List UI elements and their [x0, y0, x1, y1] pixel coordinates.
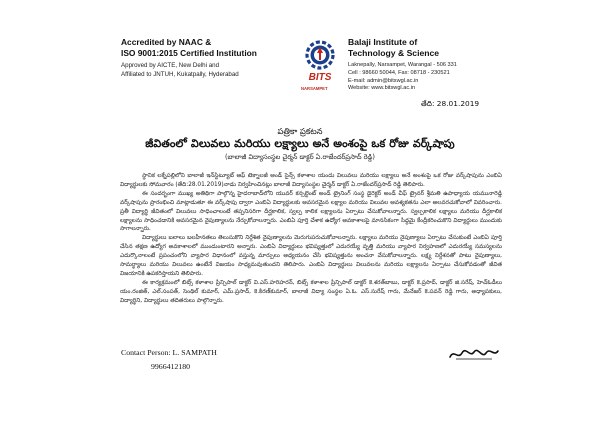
press-note-label: పత్రికా ప్రకటన: [277, 126, 323, 136]
body-paragraph: స్థానిక లక్నేపల్లిలోని బాలాజీ ఇన్‌స్టిట్యూట్ ఆఫ్ టెక్నాలజీ అండ్ సైన్స్ కళాశాల యందు విలువలు మరియు లక్ష్యాలు అనే అంశంపై ఒక రోజు వర్క్‌షాపును ఎంబిఏ విద్యార్థులకు సోమవారం (తేది:28.01.2019)నాడు నిర్వహించినట్లు బాలాజీ విద్యాసంస్థల చైర్మన్ డాక్టర్ ఏ.రాజేందర్‌ప్రసాద్ రెడ్డి తెలిపారు.: [120, 173, 502, 188]
press-release-body: [120, 172, 502, 306]
institute-phone: Cell : 98660 50044, Fax: 08718 - 230521: [348, 69, 450, 76]
institute-name-line1: Balaji Institute of: [348, 37, 418, 47]
institute-name-line2: Technology & Science: [348, 48, 440, 58]
institute-website: Website: www.bitswgl.ac.in: [348, 85, 416, 92]
accreditation-line: Accredited by NAAC &: [121, 37, 212, 47]
release-date: తేది: 28.01.2019: [421, 99, 480, 108]
press-release-subtitle: (బాలాజీ విద్యాసంస్థల చైర్మన్ డాక్టర్ ఏ.రాజేందర్‌ప్రసాద్ రెడ్డి): [224, 153, 376, 161]
logo-wordmark: BITS: [308, 72, 332, 83]
body-paragraph: విద్యార్థులు బలాలు బలహీనతలు తెలుసుకొని నిర్దేశిత నైపుణ్యాలను మెరుగుపరుచుకోవాలన్నారు. లక్ష్యాలు మరియు నైపుణ్యాలు ఏర్పాటు చేసుకుంటే ఎంబిఏ పూర్తి చేసిన తక్షణ ఉద్యోగ అవకాశాలలో ముందుంటారని అన్నారు. ఎంబిఏ విద్యార్థులు భవిష్యత్తులో ఎదురయ్యే వృత్తి మరియు వ్యాపార నిర్వహణలో ఎదురయ్యే సమస్యలను ఎదుర్కొనాలంటే ప్రపంచంలోని వ్యాపార విధానంలో వస్తున్న మార్పులు అధ్యయనం చేసి భవిష్యత్తును అంచనా వేసుకోవాలన్నారు. లక్ష్య నిర్దేశనతో పాటు నైపుణ్యాలు, సామర్థ్యాలు మరియు విలువలు ఉంటేనే విజయం సాధ్యమవుతుందని తెలిపారు. ఎంబిఏ విద్యార్థులు విలువలను మరియు లక్ష్యాలను ఏర్పాటు చేసుకోవడంతో జీవిత విజయానికి ఉపకరిస్తాయని తెలిపారు.: [120, 235, 502, 277]
body-paragraph: ఈ సందర్భంగా ముఖ్య అతిథిగా పాల్గొన్న హైదరాబాద్‌లోని యువర్ కన్సల్టెంట్ అండ్ ట్రైనింగ్ సంస్థ డైరెక్టర్ అండ్ చీఫ్ ట్రైనర్ శ్రీమతి ఉపాధ్యాయ యమునారెడ్డి వర్క్‌షాపును ప్రారంభించి మాట్లాడుతూ ఈ వర్క్‌షాపు ద్వారా ఎంబిఏ విద్యార్థులకు అవసరమైన లక్ష్యాల మరియు విలువల అవశ్యకతను ఎలా అలవరచుకోవాలో వివరించారు. ప్రతీ విద్యార్థి జీవితంలో విలువలు సాధించాలంటే తప్పనిసరిగా దీర్ఘకాలిక, స్వల్ప కాలిక లక్ష్యాలను ఏర్పాటు చేసుకోవాలన్నారు. స్వల్పకాలిక లక్ష్యాలు మరియు దీర్ఘకాలిక లక్ష్యాలను సాధించడానికి అవసరమైన నైపుణ్యాలను నేర్చుకోవాలన్నారు. ఎంబిఏ పూర్తి చేశాక ఉద్యోగ అవకాశాలపై మానసికంగా సిద్ధమై కేంద్రీకరించుకొని విద్యార్థులు ముందుకు సాగాలన్నారు.: [120, 190, 502, 233]
certification-line: ISO 9001:2015 Certified Institution: [121, 48, 257, 58]
contact-person: Contact Person: L. SAMPATH: [121, 348, 217, 357]
institute-email: E-mail: admin@bitswgl.ac.in: [348, 77, 419, 84]
body-paragraph: ఈ కార్యక్రమంలో బిట్స్ కళాశాల ప్రిన్సిపాల్ డాక్టర్ వి.ఎస్.హరిహరన్, బిట్స్ కళాశాల ప్రిన్సిపాల్ డాక్టర్ కె.శరత్‌బాబు, డాక్టర్ కె.ప్రసాద్, డాక్టర్ జి.సరేష్, హెచ్‌ఓడీ‌లు యం.రంజిత్, ఎల్.సంపత్, సెంథిల్ కుమార్, ఎమ్.ప్రసాద్, కె.కిరణ్‌కుమార్, బాలాజీ విద్యా సంస్థల ఏ.ఓ. ఎస్.సురేష్ గారు, మేనేజర్ కె.పవన్ రెడ్డి గారు, అధ్యాపకులు, విద్యార్థిని, విద్యార్థులు తదితరులు పాల్గొన్నారు.: [120, 279, 502, 304]
institute-address: Laknepally, Narsampet, Warangal - 506 331: [348, 62, 457, 68]
principal-signature: [448, 346, 500, 362]
institute-block: [348, 37, 498, 93]
logo-subtext: NARSAMPET: [301, 86, 328, 91]
bits-gear-logo-icon: [302, 38, 338, 84]
approval-line: Approved by AICTE, New Delhi and: [121, 62, 220, 69]
press-release-title: జీవితంలో విలువలు మరియు లక్ష్యాలు అనే అంశంపై ఒక రోజు వర్క్‌షాపు: [145, 137, 455, 150]
contact-phone: 9966412180: [151, 362, 190, 371]
accreditation-block: [121, 37, 296, 79]
affiliation-line: Affiliated to JNTUH, Kukatpally, Hyderabad: [121, 70, 239, 78]
